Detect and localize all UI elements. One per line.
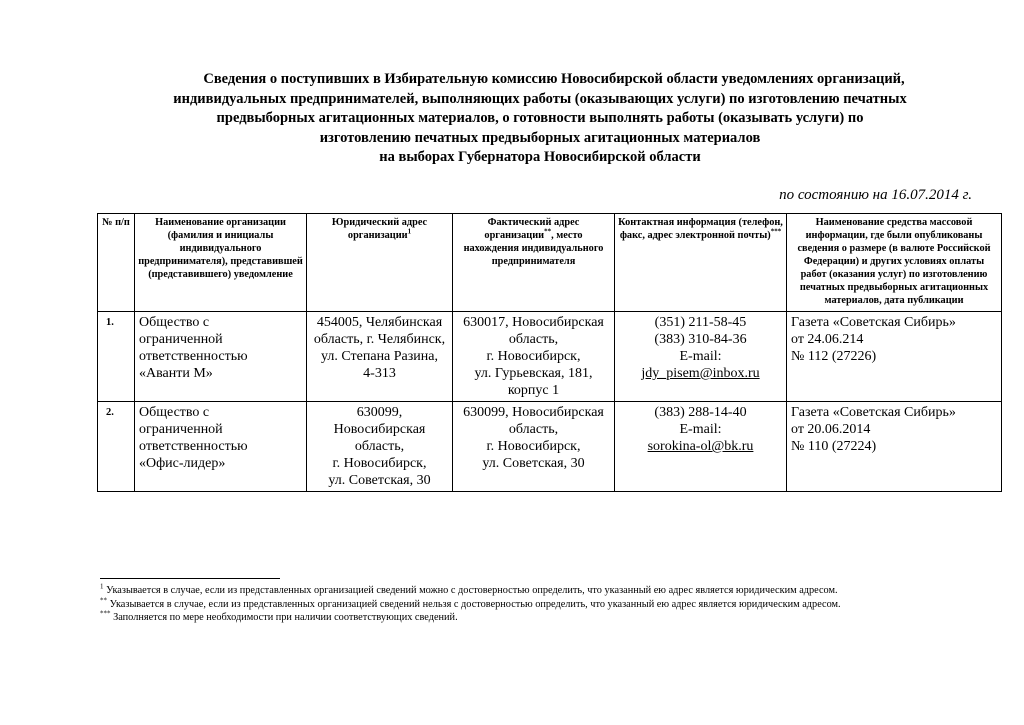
media-line: от 20.06.2014 [791,422,871,437]
title-line: индивидуальных предпринимателей, выполняющих работы (оказывающих услуги) по изготовлению печатных [173,90,907,107]
org-name-line: «Аванти М» [139,366,213,381]
header-media: Наименование средства массовой информации, где были опубликованы сведения о размере (в валюте Российской Федерации) и других условиях оплаты работ (оказания услуг) по изготовлению печатных предвыборных агитационных материалов, дата публикации [787,214,1002,312]
address-line: 630099, [356,405,403,420]
legal-address-cell [307,402,453,492]
address-line: ул. Советская, 30 [328,473,431,488]
header-num: № п/п [98,214,135,312]
footnote-mark: *** [770,227,782,236]
org-name-line: «Офис-лидер» [139,456,226,471]
address-line: область, г. Челябинск, [313,332,446,347]
footnote-text: Указывается в случае, если из представленных организацией сведений нельзя с достоверностью определить, что указанный ею адрес является юридическим адресом. [107,598,841,610]
media-line: от 24.06.214 [791,332,864,347]
address-line: ул. Степана Разина, [321,349,438,364]
footnote-mark: 1 [100,582,104,591]
email-link[interactable]: sorokina-ol@bk.ru [647,439,754,454]
org-name-line: ограниченной [139,332,223,347]
actual-address-cell [453,312,615,402]
org-name-line: Общество с [139,315,210,330]
org-name-line: Общество с [139,405,210,420]
address-line: г. Новосибирск, [486,439,581,454]
media-line: Газета «Советская Сибирь» [791,315,956,330]
table-row [98,312,1002,402]
address-line: Новосибирская [333,422,426,437]
address-line: ул. Советская, 30 [482,456,585,471]
title-line: предвыборных агитационных материалов, о готовности выполнять работы (оказывать услуги) по [216,110,864,126]
footnote-divider [100,578,280,579]
address-line: 454005, Челябинская [316,315,443,330]
org-name-line: ответственностью [139,439,248,454]
media-line: Газета «Советская Сибирь» [791,405,956,420]
header-legal-address-text: Юридический адрес организации [331,217,428,241]
footnote-mark: ** [100,596,107,605]
header-contacts-text: Контактная информация (телефон, факс, адрес электронной почты) [618,217,783,241]
phone: (383) 288-14-40 [654,405,747,420]
org-name-cell [135,312,307,402]
org-name-line: ответственностью [139,349,248,364]
media-line: № 112 (27226) [791,349,877,364]
address-line: область, [354,439,405,454]
header-actual-address-text-b: , место нахождения индивидуального предпринимателя [463,230,604,267]
header-contacts [615,214,787,312]
footnote [100,596,972,612]
footnotes [100,582,972,626]
title-line: на выборах Губернатора Новосибирской области [379,149,701,165]
org-name-cell [135,402,307,492]
legal-address-cell [307,312,453,402]
address-line: 630017, Новосибирская [463,315,604,330]
title-line: Сведения о поступивших в Избирательную комиссию Новосибирской области уведомлениях организаций, [203,71,905,87]
contacts-cell [615,402,787,492]
footnote [100,582,972,598]
email-link[interactable]: jdy_pisem@inbox.ru [641,366,760,381]
row-num: 1. [98,312,135,402]
header-actual-address-text: Фактический адрес организации [484,217,580,241]
media-cell [787,312,1002,402]
header-actual-address [453,214,615,312]
address-line: г. Новосибирск, [486,349,581,364]
footnote-text: Указывается в случае, если из представленных организацией сведений можно с достоверностью определить, что указанный ею адрес является юридическим адресом. [103,585,838,596]
header-legal-address [307,214,453,312]
status-date: по состоянию на 16.07.2014 г. [779,187,972,203]
actual-address-cell [453,402,615,492]
footnote [100,609,972,625]
address-line: область, [508,422,559,437]
table-row [98,402,1002,492]
address-line: г. Новосибирск, [332,456,427,471]
email-label: E-mail: [679,422,722,437]
footnote-mark: *** [100,609,111,618]
address-line: область, [508,332,559,347]
address-line: 630099, Новосибирская [463,405,604,420]
org-name-line: ограниченной [139,422,223,437]
email-label: E-mail: [679,349,722,364]
table-header-row [98,214,1002,312]
row-num: 2. [98,402,135,492]
document-title [100,70,980,168]
media-cell [787,402,1002,492]
footnote-mark: ** [544,227,552,236]
title-line: изготовлению печатных предвыборных агитационных материалов [319,129,761,146]
contacts-cell [615,312,787,402]
footnote-mark: 1 [407,227,412,236]
header-name: Наименование организации (фамилия и инициалы индивидуального предпринимателя), представившей (представившего) уведомление [135,214,307,312]
phone: (383) 310-84-36 [654,332,747,347]
notifications-table [97,213,1002,492]
phone: (351) 211-58-45 [654,315,747,330]
footnote-text: Заполняется по мере необходимости при наличии соответствующих сведений. [110,612,458,623]
address-line: ул. Гурьевская, 181, [474,366,593,381]
address-line: 4-313 [363,366,396,381]
media-line: № 110 (27224) [791,439,877,454]
address-line: корпус 1 [507,383,560,398]
